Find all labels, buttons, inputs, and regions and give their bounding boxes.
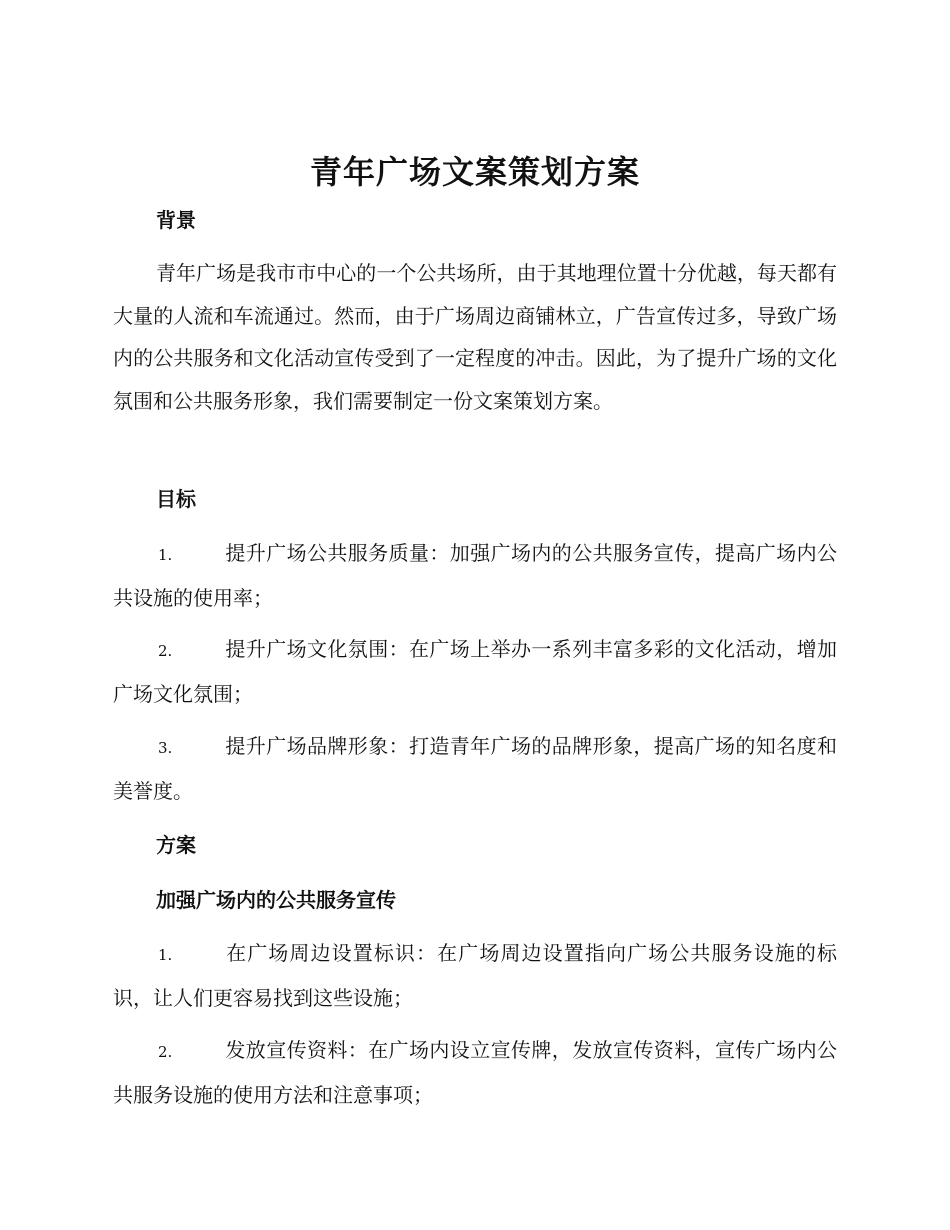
list-number: 2. [158,1043,173,1061]
goal-item [113,725,837,812]
section-heading-background: 背景 [156,208,196,232]
goal-item [113,628,837,715]
plan-item [113,1029,837,1116]
list-number: 1. [158,546,173,564]
list-item-text: 提升广场文化氛围：在广场上举办一系列丰富多彩的文化活动，增加广场文化氛围； [113,637,837,706]
goal-item [113,532,837,619]
list-number: 3. [158,739,173,757]
document-title: 青年广场文案策划方案 [309,153,640,191]
section-heading-goals: 目标 [156,487,196,511]
subsection-heading: 加强广场内的公共服务宣传 [156,888,396,912]
list-item-text: 发放宣传资料：在广场内设立宣传牌，发放宣传资料，宣传广场内公共服务设施的使用方法和注意事项； [113,1038,837,1107]
list-number: 2. [158,642,173,660]
list-item-text: 提升广场品牌形象：打造青年广场的品牌形象，提高广场的知名度和美誉度。 [113,734,837,803]
section-heading-plan: 方案 [156,833,196,857]
list-item-text: 提升广场公共服务质量：加强广场内的公共服务宣传，提高广场内公共设施的使用率； [113,541,837,610]
plan-item [113,932,837,1019]
background-paragraph: 青年广场是我市市中心的一个公共场所，由于其地理位置十分优越，每天都有大量的人流和车流通过。然而，由于广场周边商铺林立，广告宣传过多，导致广场内的公共服务和文化活动宣传受到了一定程度的冲击。因此，为了提升广场的文化氛围和公共服务形象，我们需要制定一份文案策划方案。 [113,261,837,413]
list-item-text: 在广场周边设置标识：在广场周边设置指向广场公共服务设施的标识，让人们更容易找到这些设施； [113,941,837,1010]
list-number: 1. [158,946,173,964]
